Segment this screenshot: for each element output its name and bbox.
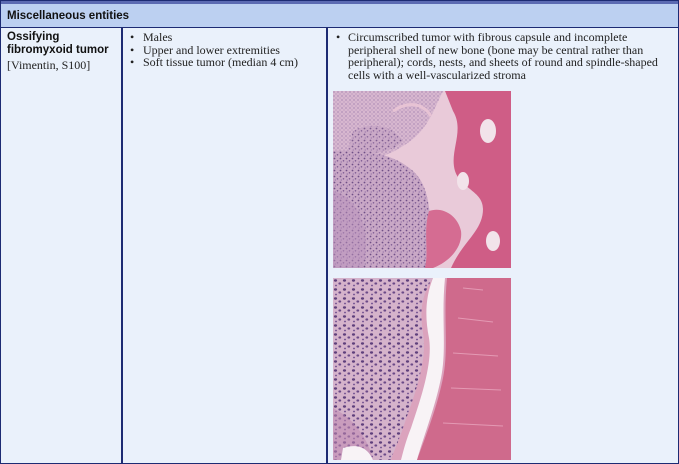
list-item: • Upper and lower extremities [129,44,319,57]
column-divider-1 [121,28,123,464]
pathology-features-list [335,31,675,81]
clinical-features-cell [129,31,319,69]
list-item: • Males [129,31,319,44]
entity-cell [7,31,117,72]
pathology-cell [335,31,675,81]
column-divider-2 [326,28,328,464]
list-item: • Circumscribed tumor with fibrous capsule and incomplete peripheral shell of new bone (bone may be central rather than peripheral); cords, nests, and sheets of round and spindle-shaped cells with a well-vascularized stroma [335,31,675,81]
section-header: Miscellaneous entities [1,4,678,28]
micrograph-low-power [333,91,511,268]
table-top-border [1,0,678,1]
clinical-features-list [129,31,319,69]
entity-name: Ossifying fibromyxoid tumor [7,31,109,56]
micrograph-high-power [333,278,511,460]
entity-markers: [Vimentin, S100] [7,58,91,72]
list-item: • Soft tissue tumor (median 4 cm) [129,56,319,69]
